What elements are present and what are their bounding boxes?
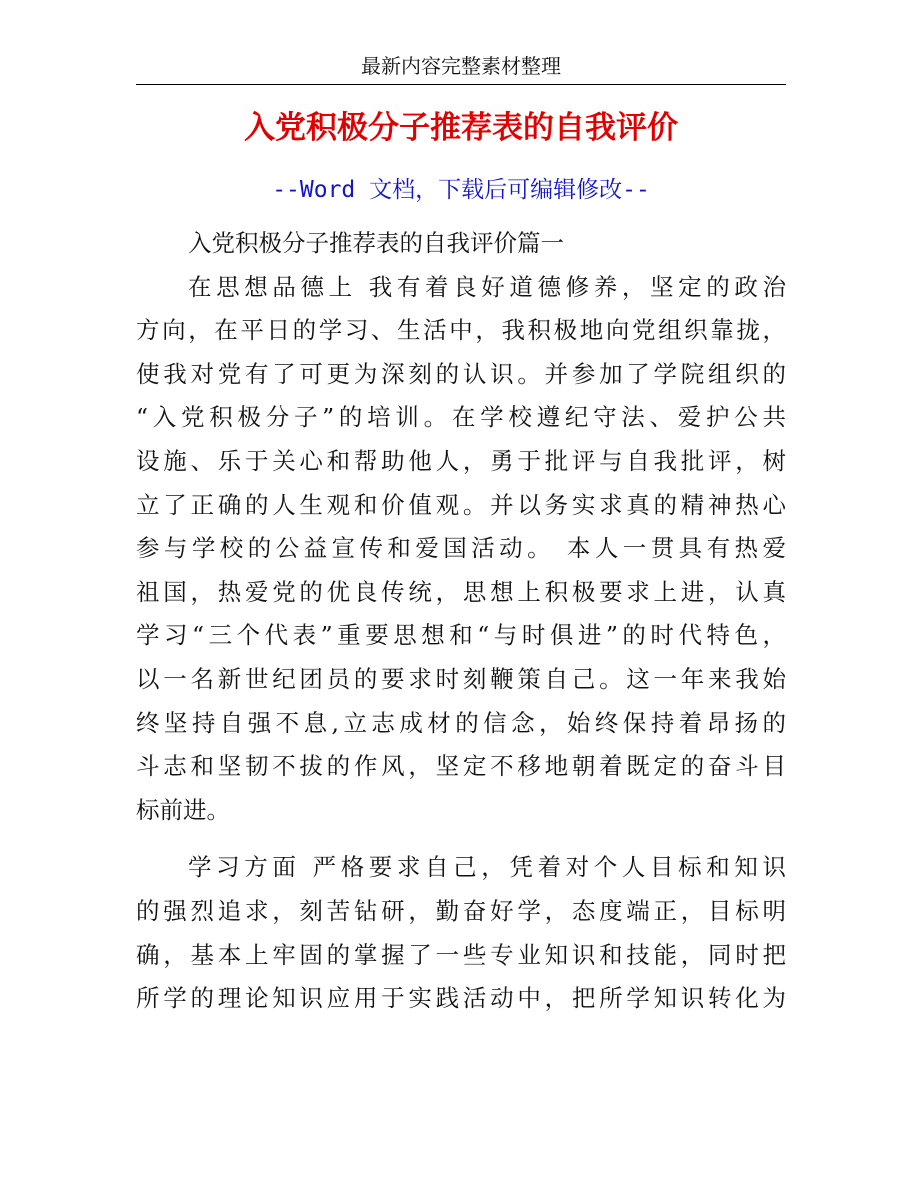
section-heading: 入党积极分子推荐表的自我评价篇一 <box>188 229 564 257</box>
paragraph-line: 使我对党有了可更为深刻的认识。并参加了学院组织的 <box>136 359 786 388</box>
paragraph-line: 设施、乐于关心和帮助他人，勇于批评与自我批评，树 <box>136 446 786 475</box>
paragraph-line: 以一名新世纪团员的要求时刻鞭策自己。这一年来我始 <box>136 664 786 693</box>
document-subtitle: --Word 文档，下载后可编辑修改-- <box>272 177 650 203</box>
paragraph-1 <box>136 266 786 833</box>
paragraph-line: 斗志和坚韧不拔的作风，坚定不移地朝着既定的奋斗目 <box>136 752 786 781</box>
paragraph-line: 祖国，热爱党的优良传统，思想上积极要求上进，认真 <box>136 577 786 606</box>
paragraph-gap <box>136 832 786 846</box>
paragraph-line: 参与学校的公益宣传和爱国活动。 本人一贯具有热爱 <box>136 534 786 563</box>
paragraph-line: 所学的理论知识应用于实践活动中，把所学知识转化为 <box>136 984 786 1013</box>
paragraph-2 <box>136 846 786 1020</box>
paragraph-line: 学习“三个代表”重要思想和“与时俱进”的时代特色， <box>136 621 786 650</box>
paragraph-line: 标前进。 <box>136 795 230 824</box>
document-body <box>136 222 786 1021</box>
paragraph-line: 立了正确的人生观和价值观。并以务实求真的精神热心 <box>136 490 786 519</box>
paragraph-line: 方向，在平日的学习、生活中，我积极地向党组织靠拢， <box>136 316 786 345</box>
paragraph-line: 学习方面 严格要求自己，凭着对个人目标和知识 <box>188 853 786 882</box>
paragraph-line: 确，基本上牢固的掌握了一些专业知识和技能，同时把 <box>136 940 786 969</box>
paragraph-line: 的强烈追求，刻苦钻研，勤奋好学，态度端正，目标明 <box>136 896 786 925</box>
paragraph-line: 终坚持自强不息,立志成材的信念，始终保持着昂扬的 <box>136 708 786 737</box>
document-title: 入党积极分子推荐表的自我评价 <box>244 110 678 146</box>
page-header: 最新内容完整素材整理 <box>136 48 786 85</box>
paragraph-line: 在思想品德上 我有着良好道德修养，坚定的政治 <box>188 272 786 301</box>
paragraph-line: “入党积极分子”的培训。在学校遵纪守法、爱护公共 <box>136 403 786 432</box>
